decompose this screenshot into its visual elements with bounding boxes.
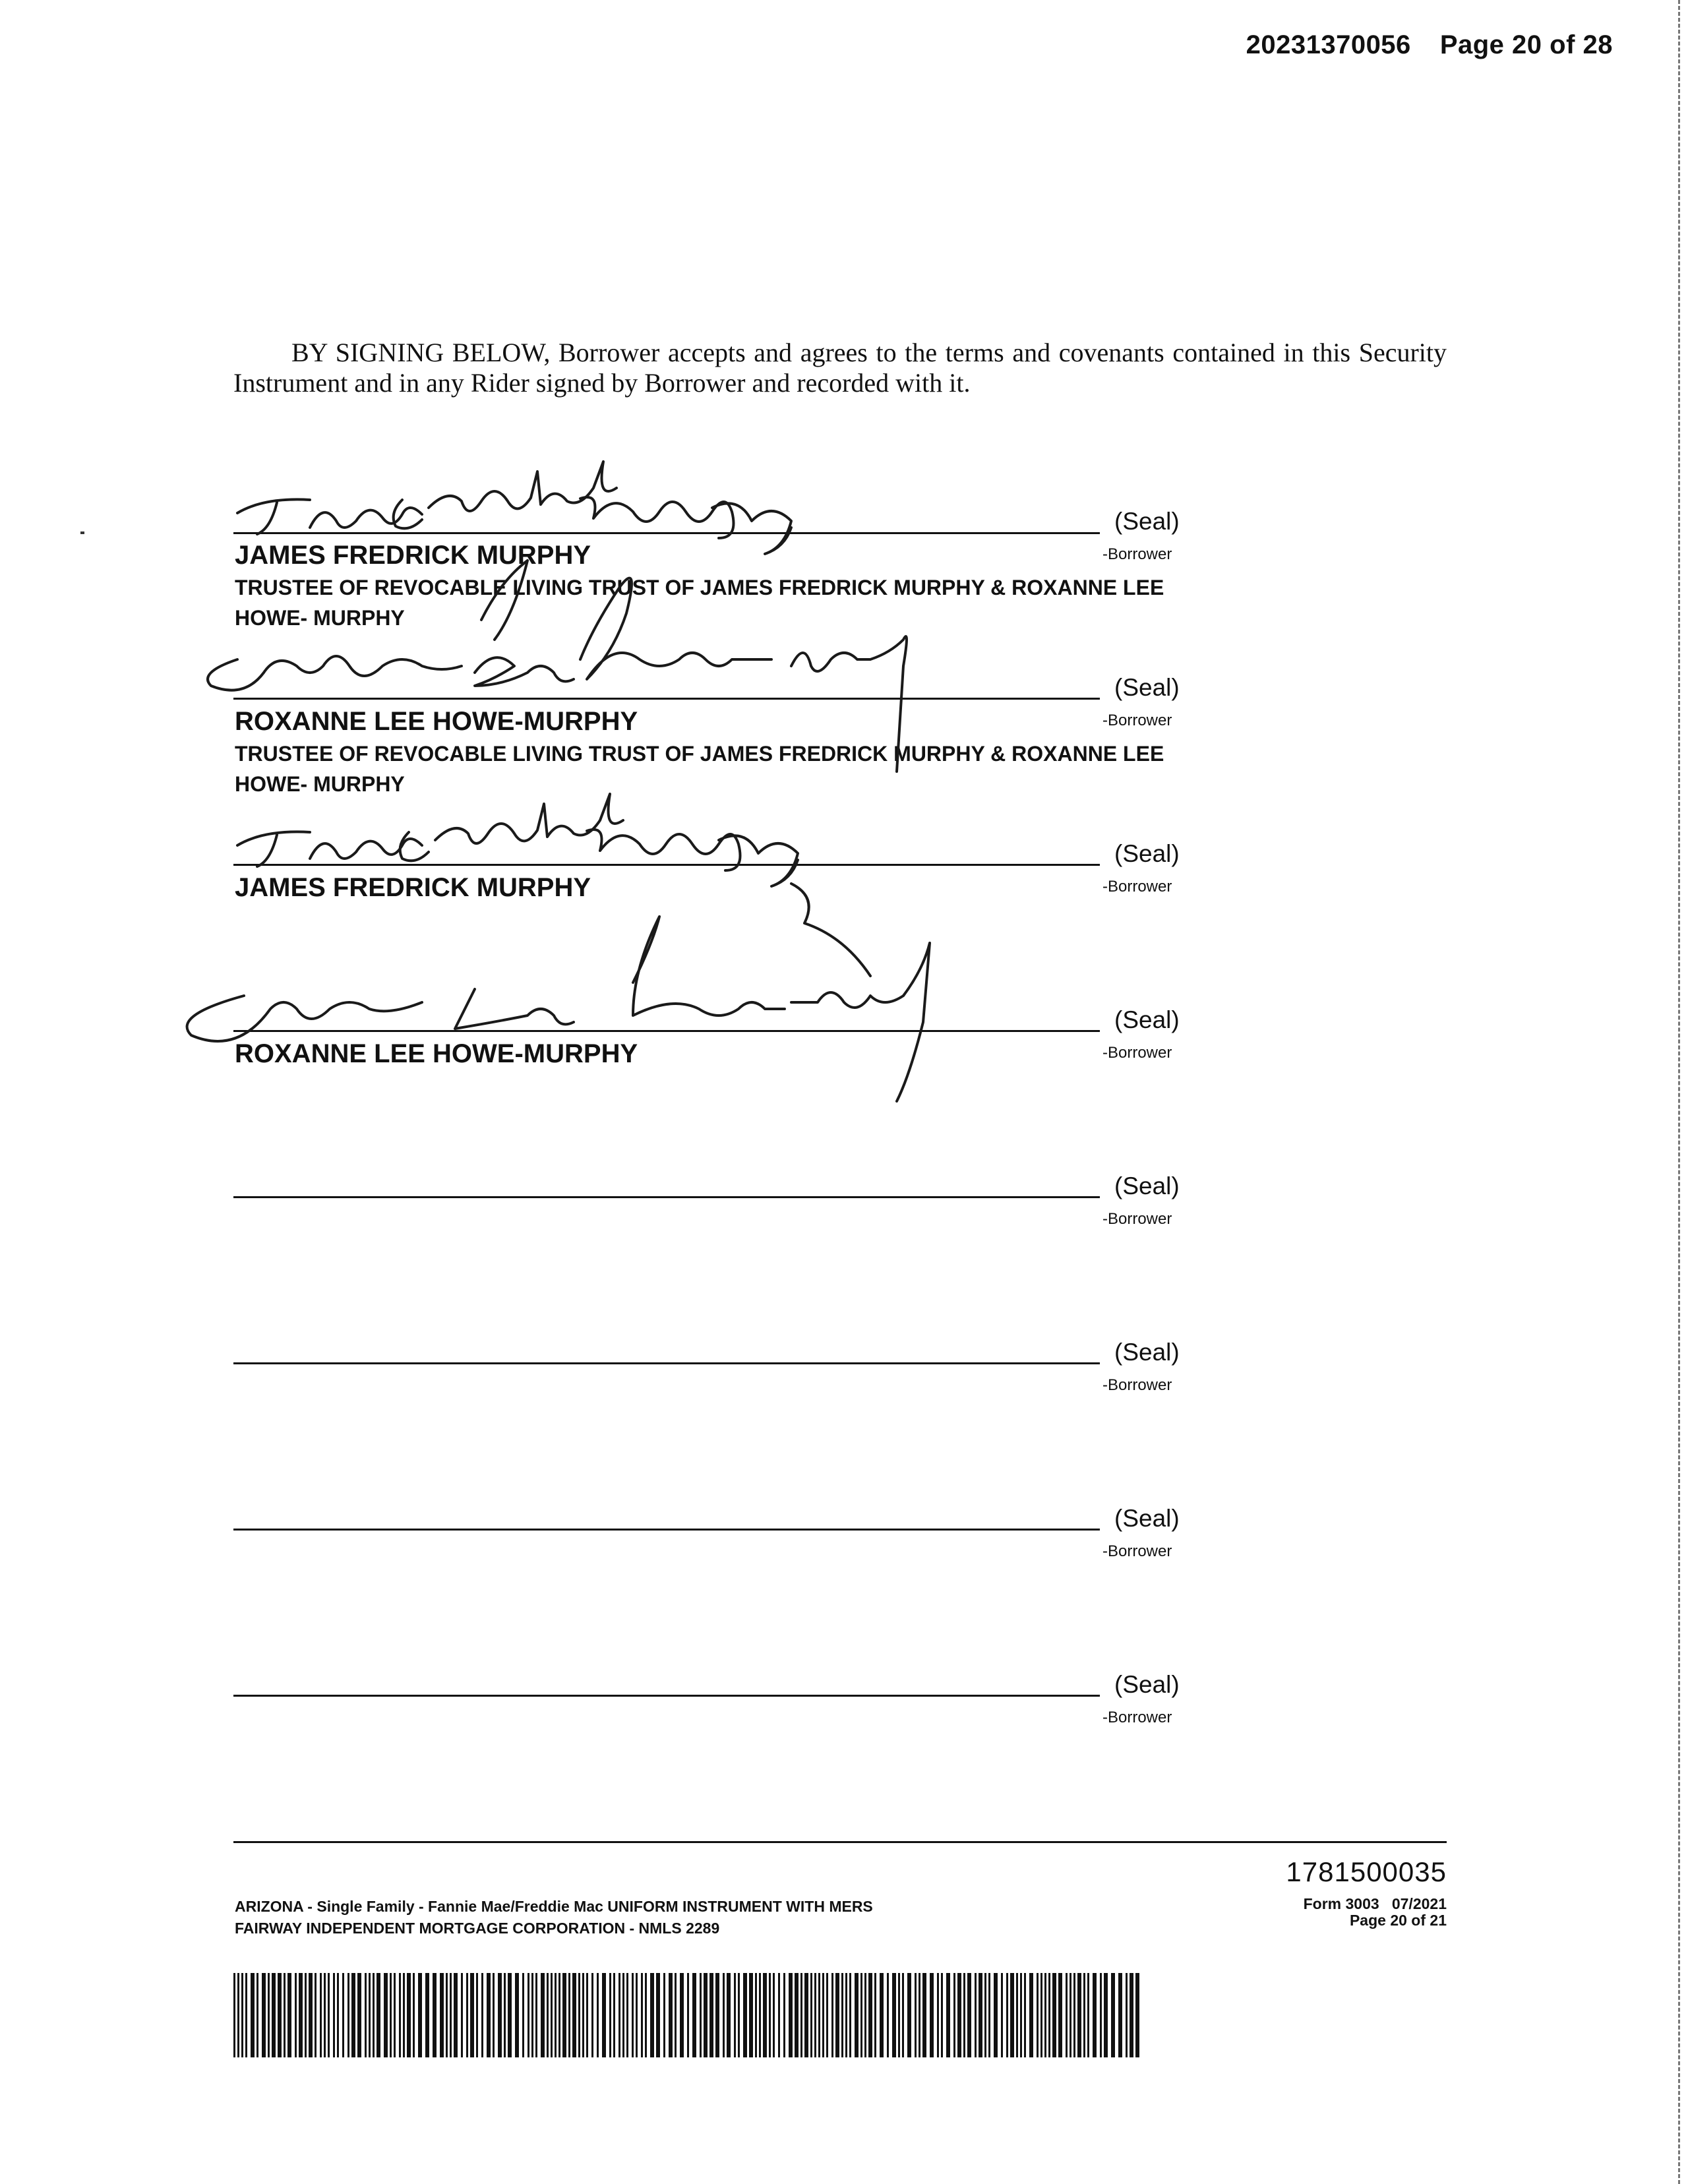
seal-label-7: (Seal): [1114, 1505, 1180, 1532]
signature-line-4: [233, 1030, 1100, 1032]
trustee-line-2: TRUSTEE OF REVOCABLE LIVING TRUST OF JAMES FREDRICK MURPHY & ROXANNE LEE HOWE- MURPHY: [235, 742, 1164, 796]
borrower-label-3: -Borrower: [1102, 878, 1172, 895]
seal-label-1: (Seal): [1114, 508, 1180, 535]
signature-line-7: [233, 1529, 1100, 1531]
trustee-line-1: TRUSTEE OF REVOCABLE LIVING TRUST OF JAMES FREDRICK MURPHY & ROXANNE LEE HOWE- MURPHY: [235, 576, 1164, 630]
seal-label-2: (Seal): [1114, 674, 1180, 701]
signing-statement: BY SIGNING BELOW, Borrower accepts and agrees to the terms and covenants contained in this Security Instrument and in any Rider signed by Borrower and recorded with it.: [233, 338, 1447, 398]
recording-page-number: Page 20 of 28: [1439, 30, 1613, 59]
seal-label-6: (Seal): [1114, 1339, 1180, 1366]
borrower-label-8: -Borrower: [1102, 1709, 1172, 1726]
signature-line-8: [233, 1695, 1100, 1697]
borrower-label-6: -Borrower: [1102, 1376, 1172, 1394]
form-info: [1304, 1896, 1447, 1929]
footer-rule: [233, 1841, 1447, 1843]
borrower-label-4: -Borrower: [1102, 1044, 1172, 1062]
signature-line-5: [233, 1196, 1100, 1198]
loan-number: 1781500035: [1286, 1856, 1447, 1887]
document-number: 20231370056: [1246, 30, 1411, 59]
signature-line-6: [233, 1362, 1100, 1364]
borrower-label-7: -Borrower: [1102, 1542, 1172, 1560]
page-edge-scan-line: [1678, 0, 1680, 2184]
borrower-label-1: -Borrower: [1102, 545, 1172, 563]
signer-name-4: ROXANNE LEE HOWE-MURPHY: [235, 1039, 638, 1068]
form-number: Form 3003 07/2021: [1303, 1895, 1447, 1912]
scan-speck: [80, 531, 84, 534]
signature-line-2: [233, 698, 1100, 700]
signature-line-3: [233, 864, 1100, 866]
lender-name: FAIRWAY INDEPENDENT MORTGAGE CORPORATION - NMLS 2289: [235, 1920, 720, 1937]
seal-label-8: (Seal): [1114, 1671, 1180, 1698]
signer-name-2: ROXANNE LEE HOWE-MURPHY: [235, 707, 638, 736]
form-title: ARIZONA - Single Family - Fannie Mae/Freddie Mac UNIFORM INSTRUMENT WITH MERS: [235, 1898, 873, 1915]
signer-name-3: JAMES FREDRICK MURPHY: [235, 873, 591, 902]
borrower-label-5: -Borrower: [1102, 1210, 1172, 1228]
signer-name-1: JAMES FREDRICK MURPHY: [235, 541, 591, 570]
form-page-number: Page 20 of 21: [1349, 1912, 1447, 1929]
signature-line-1: [233, 532, 1100, 534]
borrower-label-2: -Borrower: [1102, 712, 1172, 729]
seal-label-4: (Seal): [1114, 1006, 1180, 1033]
barcode: [233, 1973, 1142, 2057]
form-description: [235, 1896, 873, 1939]
signature-james-1: [237, 462, 791, 554]
seal-label-5: (Seal): [1114, 1172, 1180, 1199]
signature-roxanne-2: [187, 917, 930, 1101]
seal-label-3: (Seal): [1114, 840, 1180, 867]
recording-header: [1246, 30, 1613, 60]
